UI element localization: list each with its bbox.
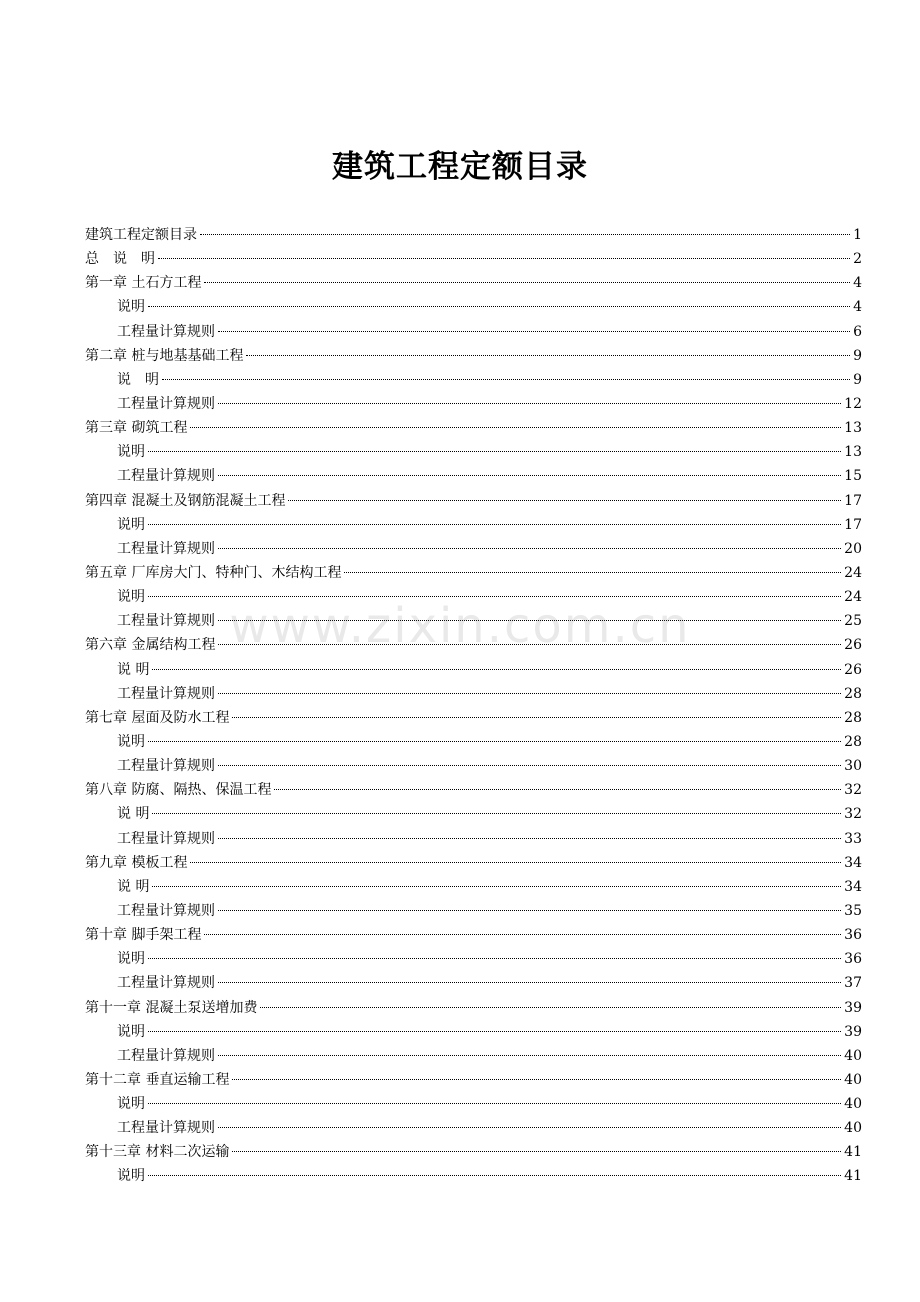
- toc-entry-page-number: 28: [844, 709, 862, 726]
- toc-entry-page-number: 24: [844, 589, 862, 606]
- toc-entry-label: 说 明: [117, 806, 150, 823]
- toc-entry-label: 第十三章 材料二次运输: [85, 1144, 230, 1161]
- dot-leader: [232, 1151, 841, 1152]
- toc-entry-page-number: 13: [844, 420, 862, 437]
- toc-entry-section[interactable]: [85, 537, 862, 561]
- toc-entry-section[interactable]: [85, 320, 862, 344]
- toc-entry-section[interactable]: [85, 1044, 862, 1068]
- toc-entry-label: 工程量计算规则: [117, 468, 215, 485]
- toc-entry-label: 第十一章 混凝土泵送增加费: [85, 999, 258, 1016]
- toc-entry-page-number: 17: [844, 516, 862, 533]
- toc-entry-label: 说明: [117, 733, 145, 750]
- toc-entry-page-number: 37: [844, 975, 862, 992]
- dot-leader: [288, 500, 841, 501]
- toc-entry-chapter[interactable]: [85, 778, 862, 802]
- toc-entry-page-number: 39: [844, 999, 862, 1016]
- dot-leader: [190, 862, 841, 863]
- toc-entry-section[interactable]: [85, 440, 862, 464]
- toc-entry-page-number: 20: [844, 540, 862, 557]
- toc-entry-page-number: 41: [844, 1168, 862, 1185]
- toc-entry-label: 说明: [117, 516, 145, 533]
- toc-entry-page-number: 40: [844, 1096, 862, 1113]
- dot-leader: [148, 596, 841, 597]
- dot-leader: [218, 548, 841, 549]
- toc-entry-label: 第五章 厂库房大门、特种门、木结构工程: [85, 564, 342, 581]
- dot-leader: [218, 910, 841, 911]
- dot-leader: [218, 838, 841, 839]
- toc-entry-page-number: 13: [844, 444, 862, 461]
- dot-leader: [148, 1031, 841, 1032]
- toc-entry-chapter[interactable]: [85, 344, 862, 368]
- dot-leader: [204, 282, 850, 283]
- page-title: 建筑工程定额目录: [332, 149, 588, 185]
- toc-entry-chapter[interactable]: [85, 923, 862, 947]
- toc-entry-label: 第九章 模板工程: [85, 854, 188, 871]
- toc-entry-page-number: 40: [844, 1120, 862, 1137]
- dot-leader: [232, 1079, 841, 1080]
- toc-entry-page-number: 12: [844, 395, 862, 412]
- dot-leader: [260, 1007, 841, 1008]
- toc-entry-label: 工程量计算规则: [117, 540, 215, 557]
- toc-entry-label: 说明: [117, 1096, 145, 1113]
- toc-entry-label: 工程量计算规则: [117, 1120, 215, 1137]
- toc-entry-page-number: 9: [853, 371, 862, 388]
- toc-entry-chapter[interactable]: [85, 706, 862, 730]
- dot-leader: [152, 886, 841, 887]
- toc-entry-page-number: 39: [844, 1023, 862, 1040]
- toc-entry-page-number: 34: [844, 854, 862, 871]
- dot-leader: [344, 572, 841, 573]
- toc-entry-section[interactable]: [85, 802, 862, 826]
- toc-entry-section[interactable]: [85, 875, 862, 899]
- toc-entry-label: 工程量计算规则: [117, 758, 215, 775]
- toc-entry-section[interactable]: [85, 392, 862, 416]
- toc-entry-section[interactable]: [85, 585, 862, 609]
- dot-leader: [148, 451, 841, 452]
- toc-entry-label: 第十章 脚手架工程: [85, 927, 202, 944]
- dot-leader: [246, 355, 850, 356]
- toc-entry-page-number: 40: [844, 1047, 862, 1064]
- dot-leader: [148, 306, 850, 307]
- toc-entry-page-number: 26: [844, 661, 862, 678]
- toc-entry-page-number: 40: [844, 1071, 862, 1088]
- dot-leader: [218, 765, 841, 766]
- toc-entry-page-number: 6: [853, 323, 862, 340]
- toc-entry-label: 说明: [117, 299, 145, 316]
- toc-entry-label: 工程量计算规则: [117, 395, 215, 412]
- dot-leader: [148, 524, 841, 525]
- toc-entry-label: 说明: [117, 1023, 145, 1040]
- dot-leader: [148, 741, 841, 742]
- dot-leader: [218, 331, 850, 332]
- dot-leader: [152, 669, 841, 670]
- toc-entry-chapter[interactable]: [85, 1140, 862, 1164]
- table-of-contents: [85, 223, 862, 1189]
- toc-entry-section[interactable]: [85, 1020, 862, 1044]
- dot-leader: [190, 427, 841, 428]
- toc-entry-label: 工程量计算规则: [117, 613, 215, 630]
- toc-entry-label: 总 说 明: [85, 251, 155, 268]
- dot-leader: [232, 717, 841, 718]
- dot-leader: [274, 789, 841, 790]
- toc-entry-chapter[interactable]: [85, 489, 862, 513]
- toc-entry-label: 第二章 桩与地基基础工程: [85, 347, 244, 364]
- toc-entry-page-number: 4: [853, 275, 862, 292]
- toc-entry-label: 工程量计算规则: [117, 323, 215, 340]
- dot-leader: [200, 234, 850, 235]
- dot-leader: [218, 693, 841, 694]
- toc-entry-section[interactable]: [85, 754, 862, 778]
- toc-entry-chapter[interactable]: [85, 416, 862, 440]
- toc-entry-page-number: 34: [844, 878, 862, 895]
- toc-entry-label: 建筑工程定额目录: [85, 227, 197, 243]
- toc-entry-label: 第四章 混凝土及钢筋混凝土工程: [85, 492, 286, 509]
- toc-entry-label: 第六章 金属结构工程: [85, 637, 216, 654]
- toc-entry-page-number: 24: [844, 564, 862, 581]
- toc-entry-section[interactable]: [85, 682, 862, 706]
- toc-entry-chapter[interactable]: [85, 223, 862, 247]
- toc-entry-page-number: 15: [844, 468, 862, 485]
- dot-leader: [218, 1055, 841, 1056]
- dot-leader: [218, 475, 841, 476]
- toc-entry-page-number: 36: [844, 951, 862, 968]
- toc-entry-label: 第八章 防腐、隔热、保温工程: [85, 782, 272, 799]
- toc-entry-chapter[interactable]: [85, 271, 862, 295]
- toc-entry-section[interactable]: [85, 295, 862, 319]
- toc-entry-section[interactable]: [85, 1092, 862, 1116]
- toc-entry-label: 说 明: [117, 661, 150, 678]
- toc-entry-page-number: 35: [844, 902, 862, 919]
- toc-entry-page-number: 36: [844, 927, 862, 944]
- dot-leader: [148, 1103, 841, 1104]
- toc-entry-page-number: 25: [844, 613, 862, 630]
- toc-entry-section[interactable]: [85, 658, 862, 682]
- toc-entry-section[interactable]: [85, 513, 862, 537]
- toc-entry-section[interactable]: [85, 899, 862, 923]
- dot-leader: [148, 958, 841, 959]
- toc-entry-label: 工程量计算规则: [117, 975, 215, 992]
- toc-entry-page-number: 32: [844, 806, 862, 823]
- dot-leader: [218, 620, 841, 621]
- toc-entry-label: 第十二章 垂直运输工程: [85, 1071, 230, 1088]
- toc-entry-section[interactable]: [85, 609, 862, 633]
- toc-entry-page-number: 28: [844, 733, 862, 750]
- toc-entry-page-number: 30: [844, 758, 862, 775]
- toc-entry-section[interactable]: [85, 827, 862, 851]
- toc-entry-label: 说 明: [117, 371, 159, 388]
- toc-entry-section[interactable]: [85, 1116, 862, 1140]
- toc-entry-label: 说明: [117, 589, 145, 606]
- toc-entry-label: 说 明: [117, 878, 150, 895]
- toc-entry-chapter[interactable]: [85, 996, 862, 1020]
- dot-leader: [218, 403, 841, 404]
- toc-entry-section[interactable]: [85, 368, 862, 392]
- toc-entry-page-number: 33: [844, 830, 862, 847]
- toc-entry-section[interactable]: [85, 947, 862, 971]
- toc-entry-page-number: 32: [844, 782, 862, 799]
- dot-leader: [152, 813, 841, 814]
- dot-leader: [158, 258, 850, 259]
- dot-leader: [204, 934, 841, 935]
- dot-leader: [218, 1127, 841, 1128]
- toc-entry-label: 工程量计算规则: [117, 902, 215, 919]
- toc-entry-page-number: 17: [844, 492, 862, 509]
- toc-entry-chapter[interactable]: [85, 633, 862, 657]
- toc-entry-section[interactable]: [85, 730, 862, 754]
- toc-entry-page-number: 4: [853, 299, 862, 316]
- toc-entry-page-number: 41: [844, 1144, 862, 1161]
- dot-leader: [218, 982, 841, 983]
- toc-entry-label: 说明: [117, 444, 145, 461]
- toc-entry-page-number: 1: [853, 227, 862, 243]
- toc-entry-chapter[interactable]: [85, 1068, 862, 1092]
- toc-entry-chapter[interactable]: [85, 247, 862, 271]
- dot-leader: [162, 379, 850, 380]
- dot-leader: [148, 1175, 841, 1176]
- toc-entry-label: 说明: [117, 1168, 145, 1185]
- toc-entry-page-number: 28: [844, 685, 862, 702]
- toc-entry-label: 第七章 屋面及防水工程: [85, 709, 230, 726]
- toc-entry-page-number: 26: [844, 637, 862, 654]
- toc-entry-label: 工程量计算规则: [117, 1047, 215, 1064]
- watermark: www.zixin.com.cn: [229, 598, 691, 654]
- toc-entry-section[interactable]: [85, 1164, 862, 1188]
- toc-entry-chapter[interactable]: [85, 561, 862, 585]
- toc-entry-label: 说明: [117, 951, 145, 968]
- toc-entry-label: 工程量计算规则: [117, 830, 215, 847]
- toc-entry-page-number: 9: [853, 347, 862, 364]
- toc-entry-page-number: 2: [853, 251, 862, 268]
- toc-entry-label: 工程量计算规则: [117, 685, 215, 702]
- toc-entry-label: 第三章 砌筑工程: [85, 420, 188, 437]
- toc-entry-section[interactable]: [85, 464, 862, 488]
- toc-entry-section[interactable]: [85, 971, 862, 995]
- dot-leader: [218, 644, 841, 645]
- toc-entry-chapter[interactable]: [85, 851, 862, 875]
- toc-entry-label: 第一章 土石方工程: [85, 275, 202, 292]
